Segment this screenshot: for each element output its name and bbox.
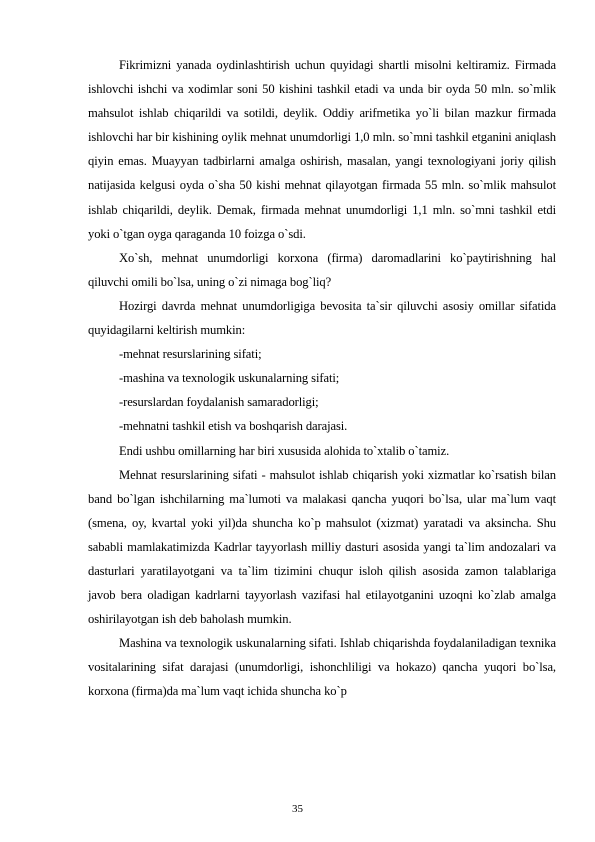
paragraph-machinery: Mashina va texnologik uskunalarning sifati. Ishlab chiqarishda foydalaniladigan texnika vositalarining sifat darajasi (unumdorligi, ishonchliligi va hokazo) qancha yuqori bo`lsa, korxona (firma)da ma`lum vaqt ichida shuncha ko`p xyxy=(88,636,556,699)
body-text xyxy=(88,53,556,704)
list-item-resource-efficiency: -resurslardan foydalanish samaradorligi; xyxy=(119,395,319,410)
paragraph-labor-resources: Mehnat resurslarining sifati - mahsulot ishlab chiqarish yoki xizmatlar ko`rsatish bilan band bo`lgan ishchilarning ma`lumoti va malakasi qancha yuqori bo`lsa, ular ma`lum vaqt (smena, oy, kvartal yoki yil)da shuncha ko`p mahsulot (xizmat) yaratadi va aksincha. Shu sababli mamlakatimizda Kadrlar tayyorlash milliy dasturi asosida yangi ta`lim andozalari va dasturlari yaratilayotgani va ta`lim tizimini chuqur isloh qilish asosida zamon talablariga javob bera oladigan kadrlarni tayyorlash vazifasi hal etilayotganini uzoqni ko`zlab amalga oshirilayotgan ish deb baholash mumkin. xyxy=(88,467,556,627)
list-item-labor-quality: -mehnat resurslarining sifati; xyxy=(119,347,262,362)
paragraph-question: Xo`sh, mehnat unumdorligi korxona (firma) daromadlarini ko`paytirishning hal qiluvchi omili bo`lsa, uning o`zi nimaga bog`liq? xyxy=(88,250,556,289)
list-item-machine-quality: -mashina va texnologik uskunalarning sifati; xyxy=(119,371,340,386)
paragraph-transition: Endi ushbu omillarning har biri xususida alohida to`xtalib o`tamiz. xyxy=(119,443,450,458)
paragraph-example: Fikrimizni yanada oydinlashtirish uchun quyidagi shartli misolni keltiramiz. Firmada ishlovchi ishchi va xodimlar soni 50 kishini tashkil etadi va unda bir oyda 50 mln. so`mlik mahsulot ishlab chiqarildi va sotildi, deylik. Oddiy arifmetika yo`li bilan mazkur firmada ishlovchi har bir kishining oylik mehnat unumdorligi 1,0 mln. so`mni tashkil etganini aniqlash qiyin emas. Muayyan tadbirlarni amalga oshirish, masalan, yangi texnologiyani joriy qilish natijasida kelgusi oyda o`sha 50 kishi mehnat qilayotgan firmada 55 mln. so`mlik mahsulot ishlab chiqarildi, deylik. Demak, firmada mehnat unumdorligi 1,1 mln. so`mni tashkil etdi yoki o`tgan oyga qaraganda 10 foizga o`sdi. xyxy=(88,58,556,241)
page-number: 35 xyxy=(292,803,303,815)
list-item-management-level: -mehnatni tashkil etish va boshqarish darajasi. xyxy=(119,419,348,434)
paragraph-factors-intro: Hozirgi davrda mehnat unumdorligiga bevosita ta`sir qiluvchi asosiy omillar sifatida quyidagilarni keltirish mumkin: xyxy=(88,298,556,338)
